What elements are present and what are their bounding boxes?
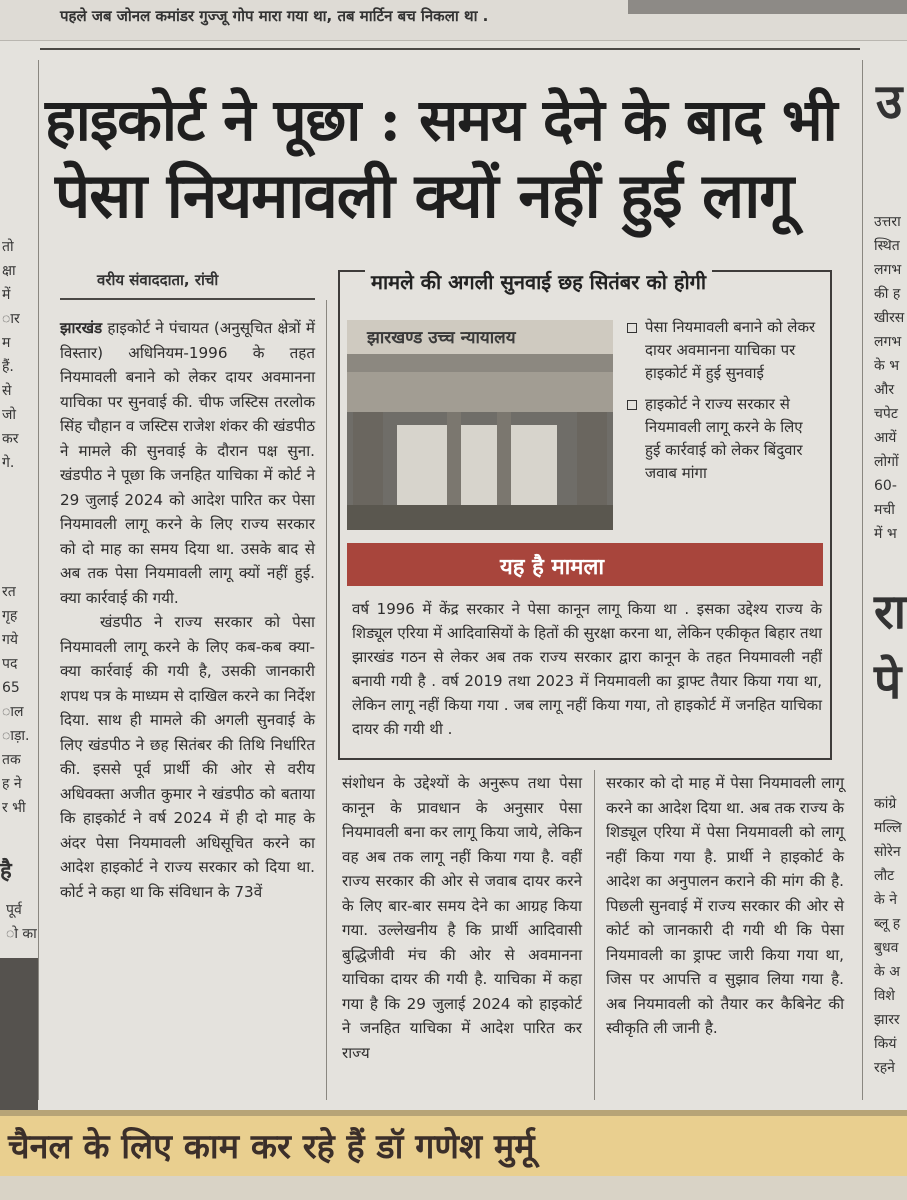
right-column-line: उत्तरा [874,214,901,230]
headline-line-1: हाइकोर्ट ने पूछा : समय देने के बाद भी [45,86,837,154]
left-column-line: तक [2,752,21,768]
right-column-line: मची [874,502,895,518]
right-column-line: लगभ [874,262,902,278]
left-column-line: र भी [2,800,26,816]
right-column-line: रहने [874,1060,895,1076]
right-column-line: विशे [874,988,895,1004]
high-court-photo [347,320,613,530]
right-column-line: सोरेन [874,844,901,860]
left-column-divider [38,60,39,1100]
case-band-label: यह है मामला [500,555,605,580]
right-column-line: 60- [874,478,897,494]
left-column-line: ाल [2,704,24,720]
right-column-line: के ने [874,892,897,908]
top-rule [40,48,860,50]
right-column-line: स्थित [874,238,900,254]
left-column-line: पूर्व [6,902,22,918]
left-column-line: ार [2,311,20,327]
left-column-line: क्षा [2,263,16,279]
right-column-line: कियं [874,1036,897,1052]
previous-article-text: पहले जब जोनल कमांडर गुज्जू गोप मारा गया था, तब मार्टिन बच निकला था . [60,7,489,25]
col1-paragraph-2: खंडपीठ ने राज्य सरकार को पेसा नियमावली लागू करने के लिए कब-कब क्या-क्या कार्रवाई की गयी है, उसकी जानकारी शपथ पत्र के माध्यम से दाखिल करने का निर्देश दिया. साथ ही मामले की अगली सुनवाई के लिए खंडपीठ ने छह सितंबर की तिथि निर्धारित की. इससे पूर्व प्रार्थी की ओर से वरीय अधिवक्ता अजीत कुमार ने खंडपीठ को बताया कि हाइकोर्ट ने वर्ष 2024 में ही दो माह के अंदर पेसा नियमावली अधिसूचित करने का आदेश हाइकोर्ट ने राज्य सरकार को दिया था. कोर्ट ने कहा था कि संविधान के 73वें [60,613,315,901]
column-divider-2 [594,770,595,1100]
box-title: मामले की अगली सुनवाई छह सितंबर को होगी [365,268,712,295]
left-column-line: गे. [2,455,15,471]
column-divider-1 [326,300,327,1100]
right-column-divider [862,60,863,1100]
byline-rule [60,298,315,300]
article-column-3 [606,771,844,1041]
right-column-line: कांग्रे [874,796,897,812]
bullet-item: हाइकोर्ट ने राज्य सरकार से नियमावली लागू करने के लिए हुई कार्रवाई को लेकर बिंदुवार जवाब मांगा [627,393,822,485]
right-column-line: के भ [874,358,900,374]
col2-paragraph: संशोधन के उद्देश्यों के अनुरूप तथा पेसा कानून के प्रावधान के अनुसार पेसा नियमावली बना कर लागू किया जाये, लेकिन वह अब तक लागू नहीं किया गया है. वहीं राज्य सरकार की ओर से जवाब दायर करने के लिए बार-बार समय देने का आग्रह किया गया. उल्लेखनीय है कि प्रार्थी आदिवासी बुद्धिजीवी मंच की ओर से अवमानना याचिका दायर की गयी है. याचिका में कहा गया है कि 29 जुलाई 2024 को हाइकोर्ट ने जनहित याचिका में आदेश पारित कर राज्य [342,774,582,1062]
left-section-head: है [0,859,12,884]
right-column-line: और [874,382,895,398]
left-column-line: गृह [2,608,18,624]
left-column-line: पद [2,656,18,672]
right-adjacent-column [866,40,907,1115]
left-column-line: हैं. [2,359,14,375]
case-summary-text: वर्ष 1996 में केंद्र सरकार ने पेसा कानून लागू किया था . इसका उद्देश्य राज्य के शिड्यूल एरिया में आदिवासियों के हितों की सुरक्षा करना था, लेकिन एकीकृत बिहार तथा झारखंड गठन से लेकर अब तक राज्य सरकार द्वारा कानून के तहत नियमावली नहीं बनायी गयी है . वर्ष 2019 तथा 2023 में नियमावली का ड्राफ्ट तैयार किया गया था, लेकिन लागू नहीं किया गया . जब लागू नहीं किया गया, तो हाइकोर्ट में जनहित याचिका दायर की गयी थी . [352,600,822,738]
bottom-banner-headline: चैनल के लिए काम कर रहे हैं डॉ गणेश मुर्मू [8,1127,535,1167]
right-column-line: ब्लू ह [874,916,901,932]
left-column-line: गये [2,632,19,648]
right-column-line: लौट [874,868,895,884]
right-column-line: चपेट [874,406,898,422]
right-column-line: झारर [874,1012,900,1028]
left-column-line: ाड़ा. [2,728,30,744]
top-photo-edge [628,0,907,14]
left-column-line: से [2,383,12,399]
right-head-2: रा [874,584,907,640]
lead-word: झारखंड [60,319,103,337]
right-column-line: लोगों [874,454,899,470]
photo-sign-board [347,320,613,354]
article-column-2 [342,771,582,1065]
left-column-line: 65 [2,680,20,696]
right-head-1: उ [876,74,903,130]
byline: वरीय संवाददाता, रांची [97,271,219,289]
article-column-1 [60,316,315,904]
left-column-line: कर [2,431,19,447]
right-column-line: में भ [874,526,897,542]
left-column-line: जो [2,407,17,423]
right-column-line: की ह [874,286,901,302]
headline-line-2: पेसा नियमावली क्यों नहीं हुई लागू [55,159,794,232]
left-adjacent-column [0,40,38,1115]
left-column-line: म [2,335,11,351]
left-photo [0,958,38,1115]
right-column-line: बुधव [874,940,899,956]
left-column-line: ो का [6,926,37,942]
right-column-line: मल्लि [874,820,902,836]
right-column-line: के अ [874,964,900,980]
col1-paragraph-1: हाइकोर्ट ने पंचायत (अनुसूचित क्षेत्रों में विस्तार) अधिनियम-1996 के तहत नियमावली बनाने को लेकर दायर अवमानना याचिका पर सुनवाई की. चीफ जस्टिस तरलोक सिंह चौहान व जस्टिस राजेश शंकर की खंडपीठ ने मामले की सुनवाई के दौरान पक्ष सुना. खंडपीठ ने पूछा कि जनहित याचिका में कोर्ट ने 29 जुलाई 2024 को आदेश पारित कर पेसा नियमावली लागू करने के लिए राज्य सरकार को दो माह का समय दिया था. उसके बाद से अब तक पेसा नियमावली लागू क्यों नहीं हुई. क्या कार्रवाई की गयी. [60,319,316,607]
bullet-item: पेसा नियमावली बनाने को लेकर दायर अवमानना याचिका पर हाइकोर्ट में हुई सुनवाई [627,316,822,385]
bottom-sliver [0,1176,907,1200]
right-column-line: खीरस [874,310,905,326]
right-column-line: लगभ [874,334,902,350]
right-column-line: आयें [874,430,897,446]
col3-paragraph: सरकार को दो माह में पेसा नियमावली लागू करने का आदेश दिया था. अब तक राज्य के शिड्यूल एरिया में पेसा नियमावली को लागू नहीं किया गया है. प्रार्थी ने हाइकोर्ट के आदेश का अनुपालन कराने की मांग की है. पिछली सुनवाई में राज्य सरकार की ओर से कोर्ट को जानकारी दी गयी थी कि पेसा नियमावली का ड्राफ्ट जारी किया गया था, जिस पर आपत्ति व सुझाव लिया गया है. अब नियमावली को तैयार कर कैबिनेट की स्वीकृति ली जानी है. [606,774,844,1037]
left-column-line: रत [2,584,16,600]
left-column-line: तो [2,239,14,255]
bullet-list [627,316,822,493]
photo-sign-text: झारखण्ड उच्च न्यायालय [367,328,516,348]
left-column-line: ह ने [2,776,22,792]
right-head-3: पे [874,654,902,710]
left-column-line: में [2,287,11,303]
